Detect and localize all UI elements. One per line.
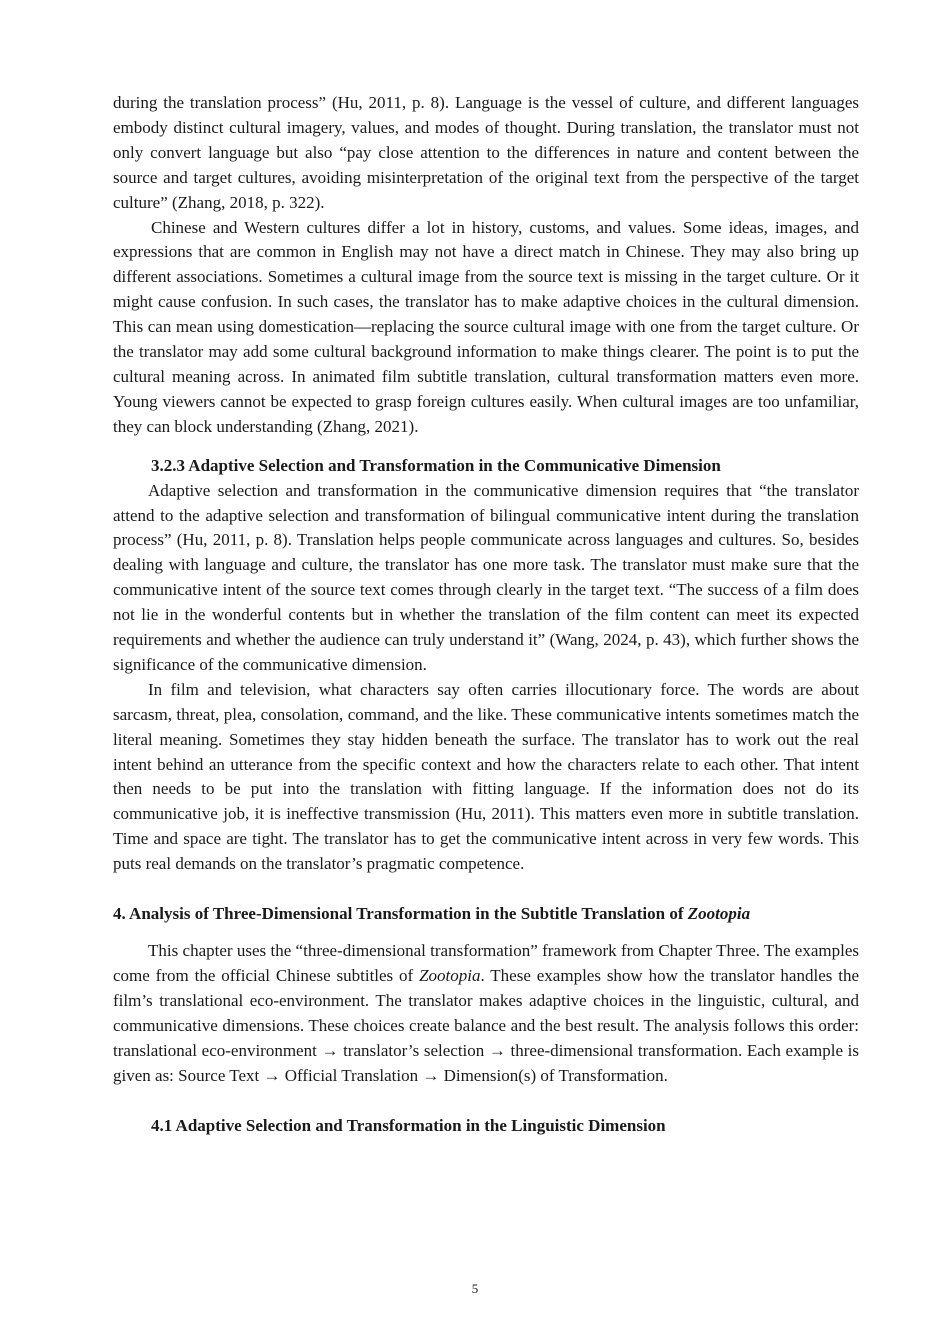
page-number: 5 [471, 1281, 479, 1296]
paragraph-illocutionary-force: In film and television, what characters say often carries illocutionary force. The words are about sarcasm, threat, plea, consolation, command, and the like. These communicative intents sometimes match the literal meaning. Sometimes they stay hidden beneath the surface. The translator has to work out the real intent behind an utterance from the specific context and how the characters relate to each other. That intent then needs to be put into the translation with fitting language. If the information does not do its communicative job, it is ineffective transmission (Hu, 2011). This matters even more in subtitle translation. Time and space are tight. The translator has to get the communicative intent across in very few words. This puts real demands on the translator’s pragmatic competence. [113, 679, 859, 874]
chapter-intro-part-b: . These examples show how the translator handles the film’s translational eco-environment. The translator makes adaptive choices in the linguistic, cultural, and communicative dimensions. These choices create balance and the best result. The analysis follows this order: translational eco-environment → translator’s selection → three-dimensional transformation. Each example is given as: Source Text → Official Translation → Dimension(s) of Transformation. [113, 965, 859, 1085]
chapter-intro-part-a: This chapter uses the “three-dimensional transformation” framework from Chapter Three. The examples come from the official Chinese subtitles of [113, 941, 859, 985]
paragraph-continued: during the translation process” (Hu, 2011, p. 8). Language is the vessel of culture, and different languages embody distinct cultural imagery, values, and modes of thought. During translation, the translator must not only convert language but also “pay close attention to the differences in nature and content between the source and target cultures, avoiding misinterpretation of the original text from the perspective of the target culture” (Zhang, 2018, p. 322). [113, 93, 859, 212]
page-body [113, 91, 859, 1139]
chapter-heading-text: 4. Analysis of Three-Dimensional Transformation in the Subtitle Translation of [113, 904, 688, 924]
paragraph-chapter-intro [113, 939, 859, 1088]
chapter-heading-title-italic: Zootopia [687, 904, 751, 924]
chapter-intro-film-title: Zootopia [419, 965, 481, 985]
paragraph-communicative-dimension: Adaptive selection and transformation in the communicative dimension requires that “the translator attend to the adaptive selection and transformation of bilingual communicative intent during the translation process” (Hu, 2011, p. 8). Translation helps people communicate across languages and cultures. So, besides dealing with language and culture, the translator has one more task. The translator must make sure that the communicative intent of the source text comes through clearly in the target text. “The success of a film does not lie in the wonderful contents but in whether the translation of the film content can meet its expected requirements and whether the audience can truly understand it” (Wang, 2024, p. 43), which further shows the significance of the communicative dimension. [113, 480, 859, 674]
section-heading-4-1: 4.1 Adaptive Selection and Transformation in the Linguistic Dimension [151, 1116, 666, 1136]
section-heading-3-2-3: 3.2.3 Adaptive Selection and Transformation in the Communicative Dimension [151, 455, 721, 475]
paragraph-cultural-differences: Chinese and Western cultures differ a lot in history, customs, and values. Some ideas, images, and expressions that are common in English may not have a direct match in Chinese. They may also bring up different associations. Sometimes a cultural image from the source text is missing in the target culture. Or it might cause confusion. In such cases, the translator has to make adaptive choices in the cultural dimension. This can mean using domestication—replacing the source cultural image with one from the target culture. Or the translator may add some cultural background information to make things clearer. The point is to put the cultural meaning across. In animated film subtitle translation, cultural transformation matters even more. Young viewers cannot be expected to grasp foreign cultures easily. When cultural images are too unfamiliar, they can block understanding (Zhang, 2021). [113, 217, 859, 436]
chapter-heading-4 [113, 902, 859, 927]
